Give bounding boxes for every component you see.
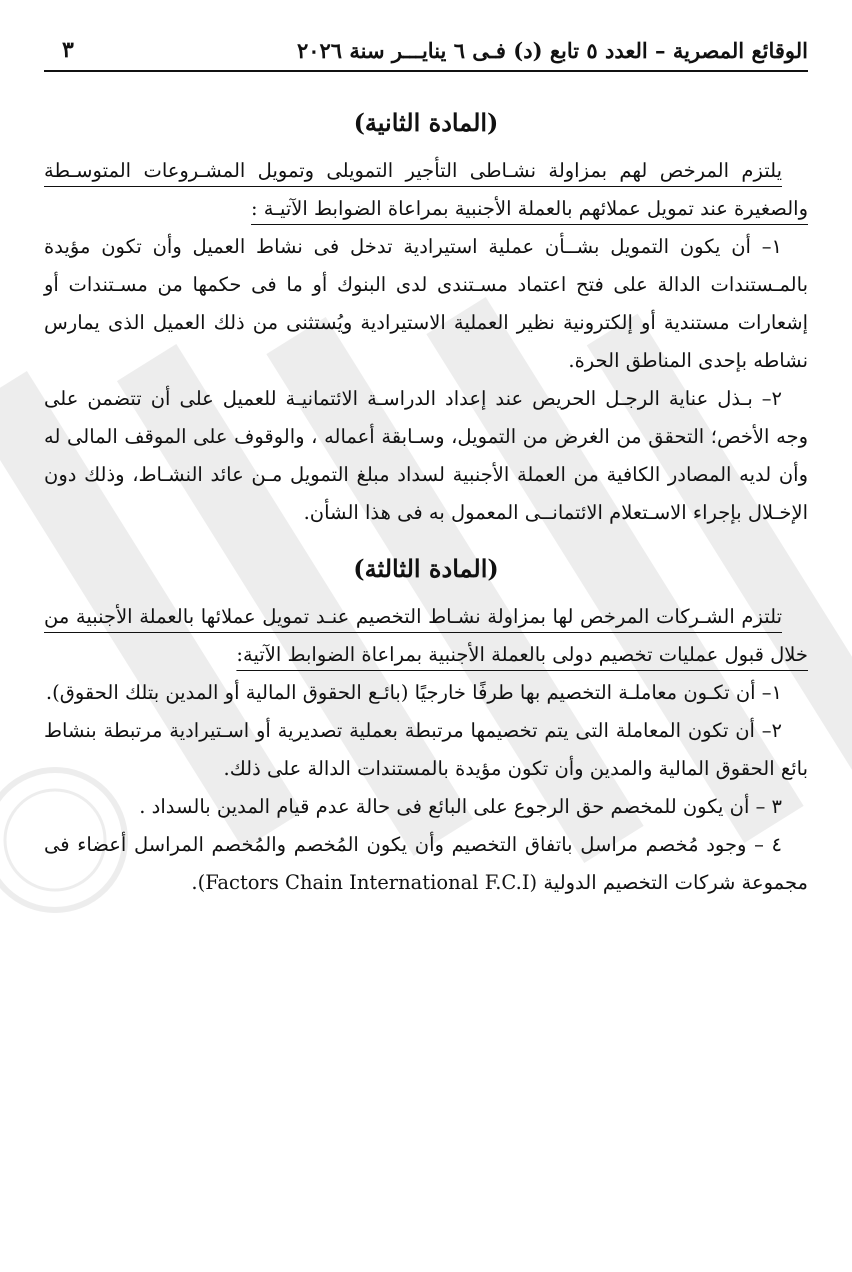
article-3-item-3: ٣ – أن يكون للمخصم حق الرجوع على البائع فى حالة عدم قيام المدين بالسداد . xyxy=(139,795,782,818)
article-3-item-1: ١– أن تكـون معاملـة التخصيم بها طرفًا خارجيًا (بائـع الحقوق المالية أو المدين بتلك الحقوق). xyxy=(45,681,782,704)
article-3-heading: (المادة الثالثة) xyxy=(353,554,499,583)
page-number: ٣ xyxy=(62,37,74,63)
article-2-item-2: ٢– بـذل عناية الرجـل الحريص عند إعداد الدراسـة الائتمانيـة للعميل على أن تتضمن على وجه الأخص؛ التحقق من الغرض من التمويل، وسـابقة أعماله ، والوقوف على الموقف المالى له وأن لديه المصادر الكافية من العملة الأجنبية لسداد مبلغ التمويل مـن عائد النشـاط، وذلك دون الإخـلال بإجراء الاسـتعلام الائتمانــى المعمول به فى هذا الشأن. xyxy=(44,387,808,524)
article-3-item-4: ٤ – وجود مُخصم مراسل باتفاق التخصيم وأن يكون المُخصم والمُخصم المراسل أعضاء فى مجموعة شركات التخصيم الدولية (Factors Chain International F.C.I). xyxy=(44,833,808,894)
document-body xyxy=(44,100,808,902)
article-2-heading: (المادة الثانية) xyxy=(353,108,499,137)
article-3-item-2: ٢– أن تكون المعاملة التى يتم تخصيمها مرتبطة بعملية تصديرية أو اسـتيرادية مرتبطة بنشاط بائع الحقوق المالية والمدين وأن تكون مؤيدة بالمستندات الدالة على ذلك. xyxy=(44,719,808,780)
page-header xyxy=(44,30,808,72)
article-2-item-1: ١– أن يكون التمويل بشــأن عملية استيرادية تدخل فى نشاط العميل وأن تكون مؤيدة بالمـستندات الدالة على فتح اعتماد مسـتندى لدى البنوك أو ما فى حكمها من مسـتندات أو إشعارات مستندية أو إلكترونية نظير العملية الاستيرادية ويُستثنى من ذلك العميل الذى يمارس نشاطه بإحدى المناطق الحرة. xyxy=(44,235,808,372)
header-title: الوقائع المصرية – العدد ٥ تابع (د) فـى ٦ ينايـــر سنة ٢٠٢٦ xyxy=(296,37,808,63)
article-2-intro: يلتزم المرخص لهم بمزاولة نشـاطى التأجير التمويلى وتمويل المشـروعات المتوسـطة والصغيرة عند تمويل عملائهم بالعملة الأجنبية بمراعاة الضوابط الآتيـة : xyxy=(44,159,808,220)
article-3-intro: تلتزم الشـركات المرخص لها بمزاولة نشـاط التخصيم عنـد تمويل عملائها بالعملة الأجنبية من خلال قبول عمليات تخصيم دولى بالعملة الأجنبية بمراعاة الضوابط الآتية: xyxy=(44,605,808,666)
